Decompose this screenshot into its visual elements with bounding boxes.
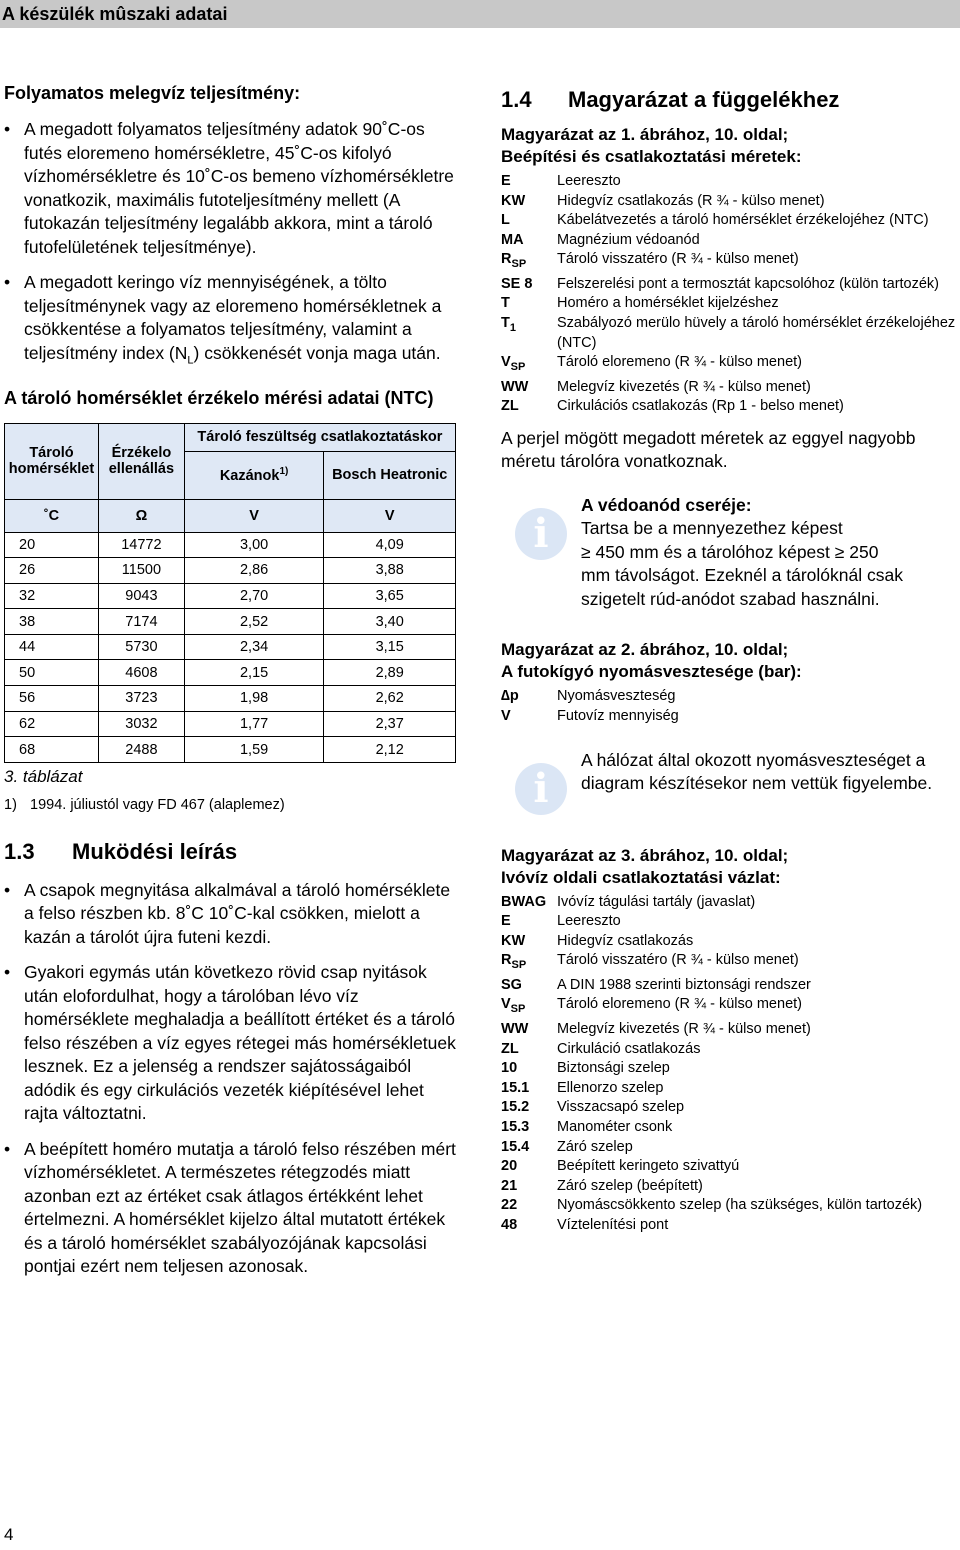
- legend-value: Manométer csonk: [557, 1118, 673, 1135]
- section-1-4-title: 1.4 Magyarázat a függelékhez: [501, 87, 840, 112]
- legend-value: Biztonsági szelep: [557, 1060, 670, 1077]
- header-col-temperature: Tároló homérséklet: [5, 423, 99, 499]
- legend-key: 15.3: [501, 1118, 530, 1135]
- legend-key: MA: [501, 231, 524, 248]
- legend-value: Tároló visszatéro (R ¾ - külso menet): [557, 952, 799, 969]
- table-row: 32 9043 2,70 3,65: [5, 583, 456, 609]
- header-col-bosch: Bosch Heatronic: [324, 451, 456, 499]
- legend-value: Melegvíz kivezetés (R ¾ - külso menet): [557, 1020, 811, 1037]
- legend-row: [501, 1079, 957, 1099]
- legend-key: ZL: [501, 1040, 519, 1057]
- legend-key: 15.4: [501, 1138, 530, 1155]
- legend-key: SE 8: [501, 275, 533, 292]
- legend-row: [501, 1196, 957, 1216]
- page-number: 4: [4, 1525, 14, 1544]
- table-row: 56 3723 1,98 2,62: [5, 686, 456, 712]
- legend-key: 15.2: [501, 1099, 530, 1116]
- unit-celsius: ˚C: [5, 499, 99, 532]
- legend-row: [501, 172, 957, 192]
- info-title: A védoanód cseréje:: [581, 494, 752, 515]
- legend-key: ∆p: [501, 688, 519, 705]
- legend-key: 10: [501, 1060, 518, 1077]
- legend-value: Nyomáscsökkento szelep (ha szükséges, külön tartozék): [557, 1197, 923, 1214]
- legend-row: [501, 1157, 957, 1177]
- header-group-voltage: Tároló feszültség csatlakoztatáskor: [184, 423, 455, 451]
- legend-key: KW: [501, 932, 526, 949]
- unit-ohm: Ω: [98, 499, 184, 532]
- info-icon: i: [515, 508, 567, 560]
- list-item: • A megadott keringo víz mennyiségének, a tölto teljesítménynek vagy az eloremeno homérsékletnek a csökkentése a folyamatos teljesítmény, valamint a teljesítmény index $(N_L)$ csökkenését vonja maga után.: [4, 271, 456, 373]
- legend-value: A DIN 1988 szerinti biztonsági rendszer: [557, 976, 811, 993]
- legend-row: [501, 192, 957, 212]
- legend-value: Melegvíz kivezetés (R ¾ - külso menet): [557, 378, 811, 395]
- legend-3: [501, 893, 957, 1236]
- legend-key: ZL: [501, 398, 519, 415]
- legend-key: $V_{SP}$: [501, 996, 526, 1016]
- legend-value: Cirkulációs csatlakozás (Rp 1 - belso menet): [557, 398, 844, 415]
- legend-row: [501, 231, 957, 251]
- table-caption: 3. táblázat: [4, 766, 83, 786]
- legend-row: [501, 893, 957, 913]
- legend-value: Víztelenítési pont: [557, 1216, 669, 1233]
- legend-row: [501, 353, 957, 377]
- list-item: • A megadott folyamatos teljesítmény adatok 90˚C-os futés eloremeno homérsékletre, 45˚C-os kifolyó vízhomérsékletre és 10˚C-os bemeno vízhomérsékletre vonatkozik, maximális futoteljesítmény mellett (A futokazán teljesítmény legalább akkora, mint a tároló futofelületének teljesítménye).: [4, 118, 456, 259]
- legend-value: Hidegvíz csatlakozás (R ¾ - külso menet): [557, 192, 825, 209]
- legend-key: 15.1: [501, 1079, 530, 1096]
- unit-volt: V: [184, 499, 324, 532]
- legend-2: [501, 687, 957, 726]
- footnote: 1) 1994. júliustól vagy FD 467 (alaplemez): [4, 796, 285, 813]
- legend-row: [501, 397, 957, 417]
- legend-key: KW: [501, 192, 526, 209]
- legend-row: [501, 1040, 957, 1060]
- legend-value: Leereszto: [557, 913, 621, 930]
- legend-value: Szabályozó merülo hüvely a tároló homérséklet érzékelojéhez (NTC): [557, 315, 956, 351]
- info-text: A hálózat által okozott nyomásveszteséget a diagram készítésekor nem vettük figyelembe.: [581, 749, 933, 794]
- table-row: 50 4608 2,15 2,89: [5, 660, 456, 686]
- legend-2-heading: Magyarázat az 2. ábrához, 10. oldal; A futokígyó nyomásvesztesége (bar):: [501, 640, 802, 682]
- legend-value: Tároló eloremeno (R ¾ - külso menet): [557, 354, 802, 371]
- legend-value: Tároló visszatéro (R ¾ - külso menet): [557, 251, 799, 268]
- legend-key: V: [501, 708, 511, 724]
- header-title: A készülék mûszaki adatai: [2, 4, 228, 24]
- legend-row: [501, 275, 957, 295]
- legend-row: [501, 314, 957, 353]
- legend-key: BWAG: [501, 893, 547, 910]
- section-1-3-title: 1.3 Muködési leírás: [4, 838, 238, 864]
- list-item: • A beépített homéro mutatja a tároló felso részében mért vízhomérsékletet. A természetes rétegzodés miatt azonban ezt az értéket csak átlagos értékként lehet értelmezni. A homérséklet kijelzo által mutatott értékek és a tároló homérséklet szabályozójának kapcsolási pontjai ezért nem teljesen azonosak.: [4, 1138, 456, 1279]
- legend-row: [501, 1098, 957, 1118]
- legend-row: [501, 1138, 957, 1158]
- legend-value: Beépített keringeto szivattyú: [557, 1158, 740, 1175]
- heading-continuous-performance: Folyamatos melegvíz teljesítmény:: [4, 83, 301, 103]
- legend-value: Hidegvíz csatlakozás: [557, 932, 694, 949]
- legend-row: [501, 932, 957, 952]
- legend-value: Nyomásveszteség: [557, 688, 676, 705]
- legend-1: [501, 172, 957, 417]
- legend-key: L: [501, 212, 510, 229]
- table-row: 26 11500 2,86 3,88: [5, 558, 456, 584]
- legend-key: $R_{SP}$: [501, 251, 527, 271]
- legend-row: [501, 1020, 957, 1040]
- legend-value: Futovíz mennyiség: [557, 708, 679, 724]
- table-row: 44 5730 2,34 3,15: [5, 634, 456, 660]
- ntc-table: [4, 423, 456, 763]
- legend-key: WW: [501, 1020, 529, 1037]
- table-row: 38 7174 2,52 3,40: [5, 609, 456, 635]
- legend-row: [501, 378, 957, 398]
- info-icon: i: [515, 763, 567, 815]
- legend-row: [501, 1059, 957, 1079]
- table-row: 68 2488 1,59 2,12: [5, 737, 456, 763]
- legend-row: [501, 250, 957, 274]
- legend-row: [501, 294, 957, 314]
- legend-key: $T_1$: [501, 315, 516, 334]
- unit-volt: V: [324, 499, 456, 532]
- table-row: 62 3032 1,77 2,37: [5, 711, 456, 737]
- page-header: [0, 0, 960, 28]
- legend-key: 20: [501, 1158, 518, 1175]
- legend-key: 48: [501, 1216, 518, 1233]
- bullet-list-2: [4, 879, 456, 1279]
- legend-key: 22: [501, 1197, 518, 1214]
- legend-key: $R_{SP}$: [501, 952, 527, 972]
- legend-row: [501, 995, 957, 1019]
- legend-value: Ellenorzo szelep: [557, 1079, 664, 1096]
- legend-key: T: [501, 295, 510, 312]
- list-item: • Gyakori egymás után következo rövid csap nyitások után elofordulhat, hogy a tárolóban lévo víz homérséklete meghaladja a beállított értéket és a tároló felso részében a víz egyes rétegei más homérsékletuek lesznek. Ez a jelenség a rendszer sajátosságaiból adódik és egy cirkulációs vezeték kiépítésével lehet rajta változtatni.: [4, 961, 456, 1126]
- left-column: [4, 82, 456, 1291]
- legend-value: Magnézium védoanód: [557, 231, 700, 248]
- legend-key: E: [501, 913, 511, 930]
- legend-row: [501, 951, 957, 975]
- legend-value: Visszacsapó szelep: [557, 1099, 685, 1116]
- right-column: [501, 86, 957, 1235]
- legend-row: [501, 976, 957, 996]
- header-col-boilers: Kazánok$^{1)}$: [184, 451, 324, 499]
- info-box-pressure: [501, 749, 957, 815]
- legend-value: Homéro a homérséklet kijelzéshez: [557, 295, 779, 312]
- legend-1-note: A perjel mögött megadott méretek az eggyel nagyobb méretu tárolóra vonatkoznak.: [501, 427, 916, 472]
- legend-value: Záró szelep (beépített): [557, 1177, 703, 1194]
- list-item: • A csapok megnyitása alkalmával a tároló homérséklete a felso részben kb. 8˚C 10˚C-kal csökken, mielott a kazán a tárolót újra futeni kezdi.: [4, 879, 456, 950]
- legend-row: [501, 1177, 957, 1197]
- table-row: 20 14772 3,00 4,09: [5, 532, 456, 558]
- legend-key: WW: [501, 378, 529, 395]
- legend-row: [501, 687, 957, 707]
- info-box-anode: i A védoanód cseréje: Tartsa be a mennyezethez képest ≥ 450 mm és a tárolóhoz képest ≥ 250 mm távolságot. Ezeknél a tárolóknál csak szigetelt rúd-anódot szabad használni.: [501, 494, 957, 612]
- header-col-resistance: Érzékelo ellenállás: [98, 423, 184, 499]
- legend-key: SG: [501, 976, 522, 993]
- legend-value: Záró szelep: [557, 1138, 633, 1155]
- legend-row: [501, 1216, 957, 1236]
- legend-value: Tároló eloremeno (R ¾ - külso menet): [557, 996, 802, 1013]
- legend-key: 21: [501, 1177, 518, 1194]
- legend-value: Felszerelési pont a termosztát kapcsolóhoz (külön tartozék): [557, 275, 940, 292]
- legend-key: E: [501, 173, 511, 189]
- bullet-list-1: [4, 118, 456, 373]
- legend-value: Ivóvíz tágulási tartály (javaslat): [557, 893, 756, 910]
- legend-value: Cirkuláció csatlakozás: [557, 1040, 701, 1057]
- legend-value: Kábelátvezetés a tároló homérséklet érzékelojéhez (NTC): [557, 212, 929, 229]
- legend-key: $V_{SP}$: [501, 354, 526, 374]
- ntc-table-title: A tároló homérséklet érzékelo mérési adatai (NTC): [4, 387, 434, 408]
- legend-row: [501, 211, 957, 231]
- legend-3-heading: Magyarázat az 3. ábrához, 10. oldal; Ivóvíz oldali csatlakoztatási vázlat:: [501, 845, 789, 887]
- legend-row: [501, 912, 957, 932]
- legend-row: [501, 707, 957, 727]
- legend-1-heading: Magyarázat az 1. ábrához, 10. oldal; Beépítési és csatlakoztatási méretek:: [501, 125, 802, 166]
- legend-row: [501, 1118, 957, 1138]
- legend-value: Leereszto: [557, 173, 621, 189]
